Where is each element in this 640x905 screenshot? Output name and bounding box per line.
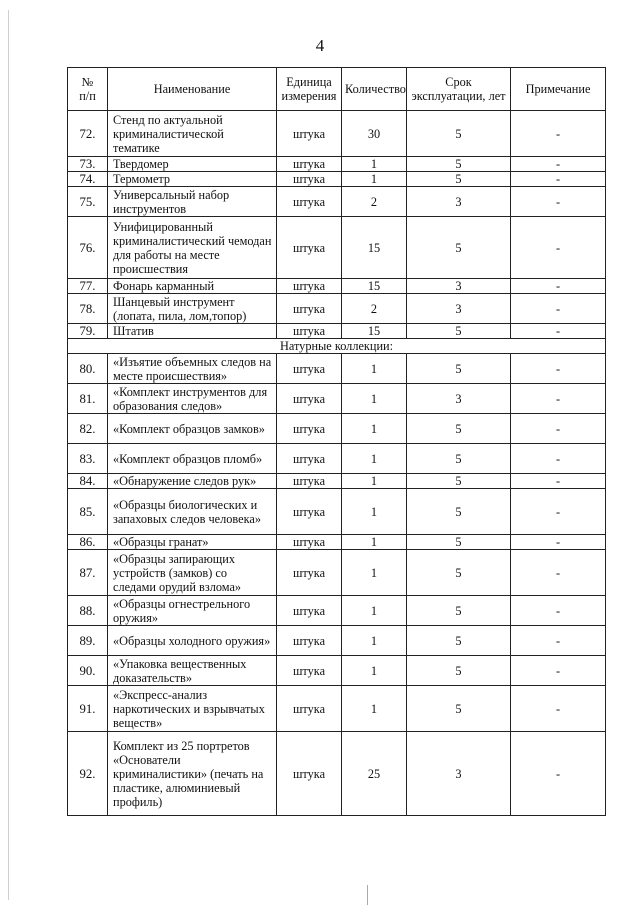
quantity-cell: 25 — [342, 732, 407, 816]
unit-cell: штука — [277, 187, 342, 217]
equipment-table — [67, 67, 606, 816]
item-name: «Образцы запирающих устройств (замков) со следами орудий взлома» — [108, 550, 277, 596]
item-name: Стенд по актуальной криминалистической тематике — [108, 111, 277, 157]
unit-cell: штука — [277, 626, 342, 656]
row-number: 91. — [68, 686, 108, 732]
unit-cell: штука — [277, 279, 342, 294]
item-name: Термометр — [108, 172, 277, 187]
table-row — [68, 354, 606, 384]
unit-cell: штука — [277, 157, 342, 172]
item-name: Фонарь карманный — [108, 279, 277, 294]
quantity-cell: 1 — [342, 354, 407, 384]
unit-cell: штука — [277, 384, 342, 414]
note-cell: - — [511, 217, 606, 279]
item-name: «Изъятие объемных следов на месте происшествия» — [108, 354, 277, 384]
header-life: Срок эксплуатации, лет — [407, 68, 511, 111]
table-row — [68, 294, 606, 324]
service-life-cell: 5 — [407, 596, 511, 626]
item-name: Комплект из 25 портретов «Основатели криминалистики» (печать на пластике, алюминиевый профиль) — [108, 732, 277, 816]
item-name: «Образцы холодного оружия» — [108, 626, 277, 656]
item-name: Унифицированный криминалистический чемодан для работы на месте происшествия — [108, 217, 277, 279]
row-number: 87. — [68, 550, 108, 596]
service-life-cell: 5 — [407, 414, 511, 444]
unit-cell: штука — [277, 656, 342, 686]
unit-cell: штука — [277, 111, 342, 157]
note-cell: - — [511, 626, 606, 656]
item-name: «Образцы гранат» — [108, 535, 277, 550]
unit-cell: штука — [277, 732, 342, 816]
note-cell: - — [511, 384, 606, 414]
note-cell: - — [511, 279, 606, 294]
service-life-cell: 5 — [407, 474, 511, 489]
scan-mark — [367, 885, 368, 905]
item-name: «Экспресс-анализ наркотических и взрывчатых веществ» — [108, 686, 277, 732]
item-name: Универсальный набор инструментов — [108, 187, 277, 217]
service-life-cell: 5 — [407, 172, 511, 187]
unit-cell: штука — [277, 535, 342, 550]
quantity-cell: 1 — [342, 656, 407, 686]
service-life-cell: 5 — [407, 626, 511, 656]
service-life-cell: 5 — [407, 489, 511, 535]
note-cell: - — [511, 550, 606, 596]
table-row — [68, 686, 606, 732]
page-number: 4 — [315, 36, 325, 55]
service-life-cell: 3 — [407, 187, 511, 217]
table-row — [68, 550, 606, 596]
quantity-cell: 1 — [342, 444, 407, 474]
item-name: «Обнаружение следов рук» — [108, 474, 277, 489]
table-row — [68, 279, 606, 294]
table-row — [68, 111, 606, 157]
header-note: Примечание — [511, 68, 606, 111]
note-cell: - — [511, 489, 606, 535]
unit-cell: штука — [277, 474, 342, 489]
quantity-cell: 1 — [342, 596, 407, 626]
quantity-cell: 1 — [342, 384, 407, 414]
item-name: Штатив — [108, 324, 277, 339]
note-cell: - — [511, 354, 606, 384]
table-row — [68, 626, 606, 656]
table-row — [68, 157, 606, 172]
item-name: Шанцевый инструмент (лопата, пила, лом,топор) — [108, 294, 277, 324]
service-life-cell: 5 — [407, 111, 511, 157]
note-cell: - — [511, 656, 606, 686]
section-row — [68, 339, 606, 354]
row-number: 85. — [68, 489, 108, 535]
note-cell: - — [511, 414, 606, 444]
service-life-cell: 5 — [407, 324, 511, 339]
unit-cell: штука — [277, 550, 342, 596]
unit-cell: штука — [277, 489, 342, 535]
table-row — [68, 656, 606, 686]
unit-cell: штука — [277, 686, 342, 732]
unit-cell: штука — [277, 354, 342, 384]
quantity-cell: 2 — [342, 294, 407, 324]
unit-cell: штука — [277, 414, 342, 444]
quantity-cell: 1 — [342, 489, 407, 535]
quantity-cell: 1 — [342, 686, 407, 732]
row-number: 72. — [68, 111, 108, 157]
row-number: 88. — [68, 596, 108, 626]
row-number: 78. — [68, 294, 108, 324]
row-number: 73. — [68, 157, 108, 172]
note-cell: - — [511, 187, 606, 217]
header-qty: Количество — [342, 68, 407, 111]
section-title: Натурные коллекции: — [68, 339, 606, 354]
table-row — [68, 535, 606, 550]
note-cell: - — [511, 324, 606, 339]
row-number: 90. — [68, 656, 108, 686]
table-row — [68, 596, 606, 626]
row-number: 89. — [68, 626, 108, 656]
item-name: «Комплект инструментов для образования следов» — [108, 384, 277, 414]
table-row — [68, 217, 606, 279]
item-name: «Образцы огнестрельного оружия» — [108, 596, 277, 626]
quantity-cell: 1 — [342, 474, 407, 489]
unit-cell: штука — [277, 324, 342, 339]
note-cell: - — [511, 444, 606, 474]
unit-cell: штука — [277, 172, 342, 187]
item-name: «Комплект образцов пломб» — [108, 444, 277, 474]
service-life-cell: 5 — [407, 550, 511, 596]
note-cell: - — [511, 111, 606, 157]
service-life-cell: 3 — [407, 732, 511, 816]
service-life-cell: 3 — [407, 279, 511, 294]
quantity-cell: 2 — [342, 187, 407, 217]
table-row — [68, 324, 606, 339]
service-life-cell: 3 — [407, 384, 511, 414]
item-name: «Комплект образцов замков» — [108, 414, 277, 444]
service-life-cell: 5 — [407, 444, 511, 474]
note-cell: - — [511, 157, 606, 172]
quantity-cell: 1 — [342, 414, 407, 444]
quantity-cell: 15 — [342, 279, 407, 294]
item-name: «Упаковка вещественных доказательств» — [108, 656, 277, 686]
quantity-cell: 15 — [342, 217, 407, 279]
row-number: 82. — [68, 414, 108, 444]
quantity-cell: 30 — [342, 111, 407, 157]
quantity-cell: 1 — [342, 157, 407, 172]
row-number: 86. — [68, 535, 108, 550]
quantity-cell: 1 — [342, 172, 407, 187]
table-row — [68, 444, 606, 474]
row-number: 75. — [68, 187, 108, 217]
row-number: 79. — [68, 324, 108, 339]
row-number: 83. — [68, 444, 108, 474]
row-number: 80. — [68, 354, 108, 384]
note-cell: - — [511, 535, 606, 550]
note-cell: - — [511, 732, 606, 816]
row-number: 76. — [68, 217, 108, 279]
header-no: № п/п — [68, 68, 108, 111]
unit-cell: штука — [277, 444, 342, 474]
service-life-cell: 3 — [407, 294, 511, 324]
unit-cell: штука — [277, 217, 342, 279]
service-life-cell: 5 — [407, 354, 511, 384]
note-cell: - — [511, 596, 606, 626]
note-cell: - — [511, 294, 606, 324]
quantity-cell: 1 — [342, 550, 407, 596]
service-life-cell: 5 — [407, 535, 511, 550]
table-header-row — [68, 68, 606, 111]
table-row — [68, 384, 606, 414]
item-name: «Образцы биологических и запаховых следов человека» — [108, 489, 277, 535]
service-life-cell: 5 — [407, 157, 511, 172]
unit-cell: штука — [277, 294, 342, 324]
quantity-cell: 1 — [342, 626, 407, 656]
row-number: 84. — [68, 474, 108, 489]
item-name: Твердомер — [108, 157, 277, 172]
row-number: 77. — [68, 279, 108, 294]
table-row — [68, 172, 606, 187]
table-row — [68, 414, 606, 444]
service-life-cell: 5 — [407, 217, 511, 279]
service-life-cell: 5 — [407, 656, 511, 686]
header-unit: Единица измерения — [277, 68, 342, 111]
quantity-cell: 15 — [342, 324, 407, 339]
table-row — [68, 474, 606, 489]
table-row — [68, 732, 606, 816]
table-row — [68, 187, 606, 217]
row-number: 74. — [68, 172, 108, 187]
note-cell: - — [511, 686, 606, 732]
row-number: 92. — [68, 732, 108, 816]
service-life-cell: 5 — [407, 686, 511, 732]
table-row — [68, 489, 606, 535]
header-name: Наименование — [108, 68, 277, 111]
row-number: 81. — [68, 384, 108, 414]
note-cell: - — [511, 172, 606, 187]
note-cell: - — [511, 474, 606, 489]
scan-edge-line — [8, 10, 9, 900]
unit-cell: штука — [277, 596, 342, 626]
quantity-cell: 1 — [342, 535, 407, 550]
